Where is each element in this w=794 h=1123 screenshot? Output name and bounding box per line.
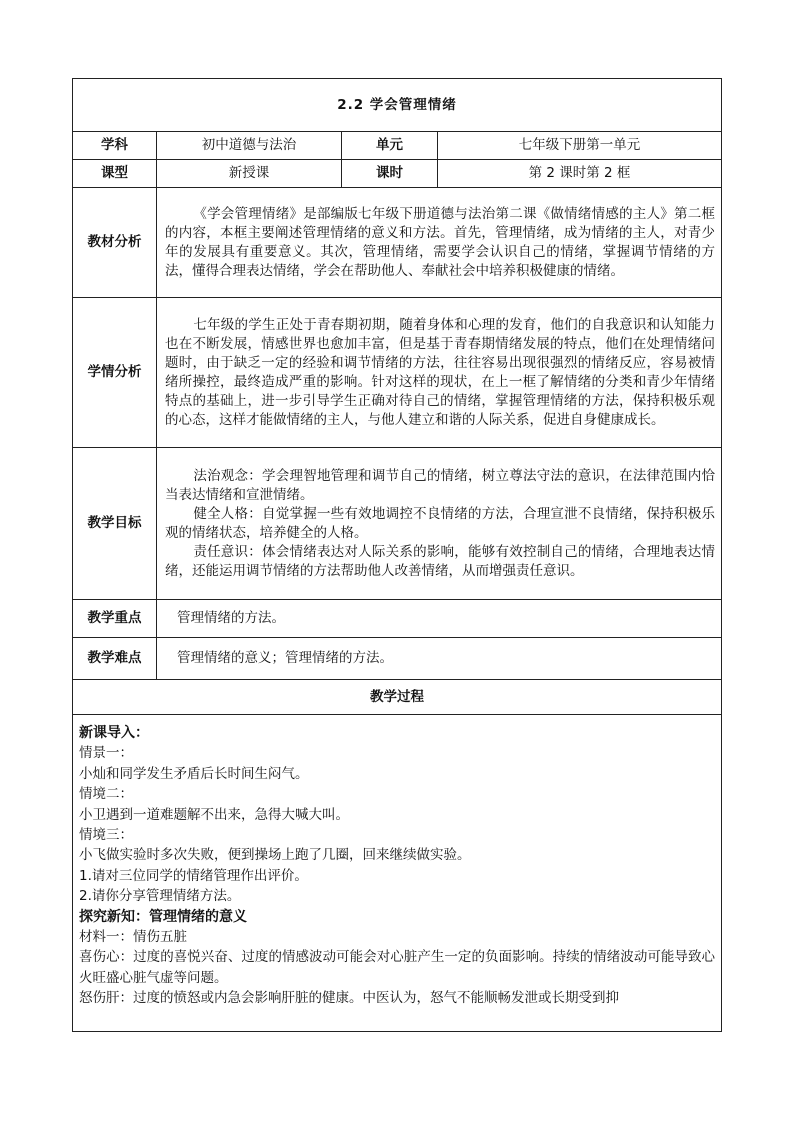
process-header-row xyxy=(73,680,722,715)
student-analysis-text: 七年级的学生正处于青春期初期，随着身体和心理的发育，他们的自我意识和认知能力也在不断发展，情感世界也愈加丰富，但是基于青春期情绪发展的特点，他们在处理情绪问题时，由于缺乏一定的经验和调节情绪的方法，往往容易出现很强烈的情绪反应，容易被情绪所操控，最终造成严重的影响。针对这样的现状，在上一框了解情绪的分类和青少年情绪特点的基础上，进一步引导学生正确对待自己的情绪，掌握管理情绪的方法，保持积极乐观的心态，这样才能做情绪的主人，与他人建立和谐的人际关系，促进自身健康成长。 xyxy=(165,316,715,428)
key-point-text: 管理情绪的方法。 xyxy=(157,600,722,638)
info-row-type xyxy=(73,160,722,188)
goal-item: 责任意识：体会情绪表达对人际关系的影响，能够有效控制自己的情绪，合理地表达情绪，还能运用调节情绪的方法帮助他人改善情绪，从而增强责任意识。 xyxy=(165,543,715,579)
process-line: 小灿和同学发生矛盾后长时间生闷气。 xyxy=(79,765,309,782)
process-line: 情境三： xyxy=(79,827,133,844)
material-line: 怒伤肝：过度的愤怒或内急会影响肝脏的健康。中医认为，怒气不能顺畅发泄或长期受到抑 xyxy=(79,990,619,1007)
difficulty-label: 教学难点 xyxy=(73,638,157,680)
material-title: 材料一：情伤五脏 xyxy=(79,929,187,946)
page-title: 2.2 学会管理情绪 xyxy=(73,79,722,132)
unit-label: 单元 xyxy=(342,132,438,160)
period-label: 课时 xyxy=(342,160,438,188)
material-line: 喜伤心：过度的喜悦兴奋、过度的情感波动可能会对心脏产生一定的负面影响。持续的情绪波动可能导致心火旺盛心脏气虚等问题。 xyxy=(79,949,715,986)
key-point-row xyxy=(73,600,722,638)
difficulty-row xyxy=(73,638,722,680)
process-line: 2.请你分享管理情绪方法。 xyxy=(79,888,241,905)
textbook-analysis-text: 《学会管理情绪》是部编版七年级下册道德与法治第二课《做情绪情感的主人》第二框的内容，本框主要阐述管理情绪的意义和方法。首先，管理情绪，成为情绪的主人，对青少年的发展具有重要意义。其次，管理情绪，需要学会认识自己的情绪，掌握调节情绪的方法，懂得合理表达情绪，学会在帮助他人、奉献社会中培养积极健康的情绪。 xyxy=(165,205,715,279)
textbook-analysis-label: 教材分析 xyxy=(73,188,157,298)
subject-label: 学科 xyxy=(73,132,157,160)
textbook-analysis-row xyxy=(73,188,722,298)
info-row-subject xyxy=(73,132,722,160)
student-analysis-label: 学情分析 xyxy=(73,298,157,448)
process-line: 1.请对三位同学的情绪管理作出评价。 xyxy=(79,867,308,884)
process-content-row xyxy=(73,715,722,1032)
type-value: 新授课 xyxy=(157,160,342,188)
process-line: 小飞做实验时多次失败，便到操场上跑了几圈，回来继续做实验。 xyxy=(79,847,471,864)
process-line: 情景一： xyxy=(79,745,133,762)
student-analysis-row xyxy=(73,298,722,448)
difficulty-text: 管理情绪的意义；管理情绪的方法。 xyxy=(157,638,722,680)
type-label: 课型 xyxy=(73,160,157,188)
explore-title: 探究新知：管理情绪的意义 xyxy=(79,908,247,925)
process-header: 教学过程 xyxy=(73,680,722,715)
subject-value: 初中道德与法治 xyxy=(157,132,342,160)
period-value: 第 2 课时第 2 框 xyxy=(438,160,722,188)
key-point-label: 教学重点 xyxy=(73,600,157,638)
process-content xyxy=(79,723,715,1024)
lesson-plan-table xyxy=(72,78,722,1032)
goal-item: 法治观念：学会理智地管理和调节自己的情绪，树立尊法守法的意识，在法律范围内恰当表达情绪和宣泄情绪。 xyxy=(165,467,715,503)
unit-value: 七年级下册第一单元 xyxy=(438,132,722,160)
intro-title: 新课导入： xyxy=(79,725,149,741)
title-row xyxy=(73,79,722,132)
teaching-goals-label: 教学目标 xyxy=(73,448,157,600)
lesson-plan-page xyxy=(72,78,721,1032)
goal-item: 健全人格：自觉掌握一些有效地调控不良情绪的方法，合理宣泄不良情绪，保持积极乐观的情绪状态，培养健全的人格。 xyxy=(165,505,715,541)
teaching-goals-row xyxy=(73,448,722,600)
process-line: 情境二： xyxy=(79,786,133,803)
process-line: 小卫遇到一道难题解不出来，急得大喊大叫。 xyxy=(79,806,349,823)
